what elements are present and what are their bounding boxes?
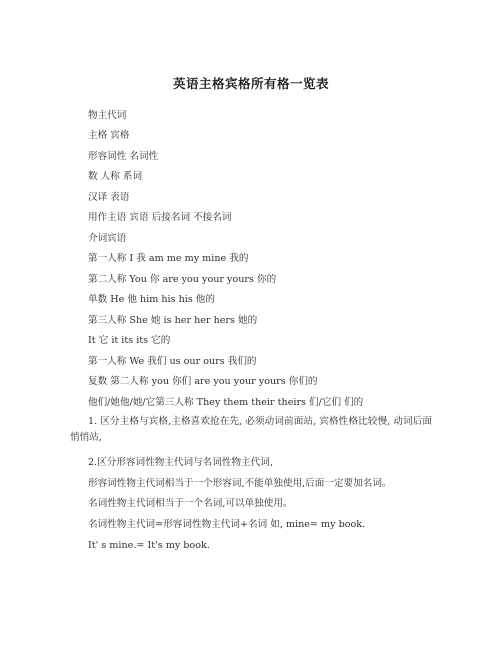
text-line: 2.区分形容词性物主代词与名词性物主代词, [88, 457, 273, 468]
text-line: 第二人称 You 你 are you your yours 你的 [88, 274, 277, 285]
text-line: 主格 宾格 [88, 130, 130, 141]
text-line: 汉译 表语 [88, 192, 130, 203]
document-title: 英语主格宾格所有格一览表 [172, 76, 329, 91]
text-line: 他们/她他/她/它第三人称 They them their theirs 们/它们 们的 [88, 397, 364, 408]
text-line: 名词性物主代词=形容词性物主代词+名词 如, mine= my book. [88, 519, 366, 530]
text-line: 用作主语 宾语 后接名词 不接名词 [88, 212, 232, 223]
text-line: 第一人称 We 我们 us our ours 我们的 [88, 356, 257, 367]
text-line: 物主代词 [88, 110, 127, 121]
text-line: 形容词性 名词性 [88, 151, 159, 162]
text-line: It 它 it its its 它的 [88, 335, 171, 346]
text-line: 名词性物主代词相当于一个名词,可以单独使用。 [88, 498, 293, 509]
paragraph-rule-1: 1. 区分主格与宾格,主格喜欢抢在先, 必须动词前面站, 宾格性格比较慢, 动词后面悄悄站, [70, 416, 432, 443]
text-line: 复数 第二人称 you 你们 are you your yours 你们的 [88, 376, 318, 387]
text-line: 第一人称 I 我 am me my mine 我的 [88, 253, 249, 264]
text-line: 单数 He 他 him his his 他的 [88, 294, 215, 305]
text-line: It' s mine.= It's my book. [88, 540, 210, 551]
text-line: 形容词性物主代词相当于一个形容词,不能单独使用,后面一定要加名词。 [88, 478, 392, 489]
text-line: 介词宾语 [88, 233, 127, 244]
text-line: 第三人称 She 她 is her her hers 她的 [88, 315, 258, 326]
text-line: 数 人称 系词 [88, 171, 143, 182]
